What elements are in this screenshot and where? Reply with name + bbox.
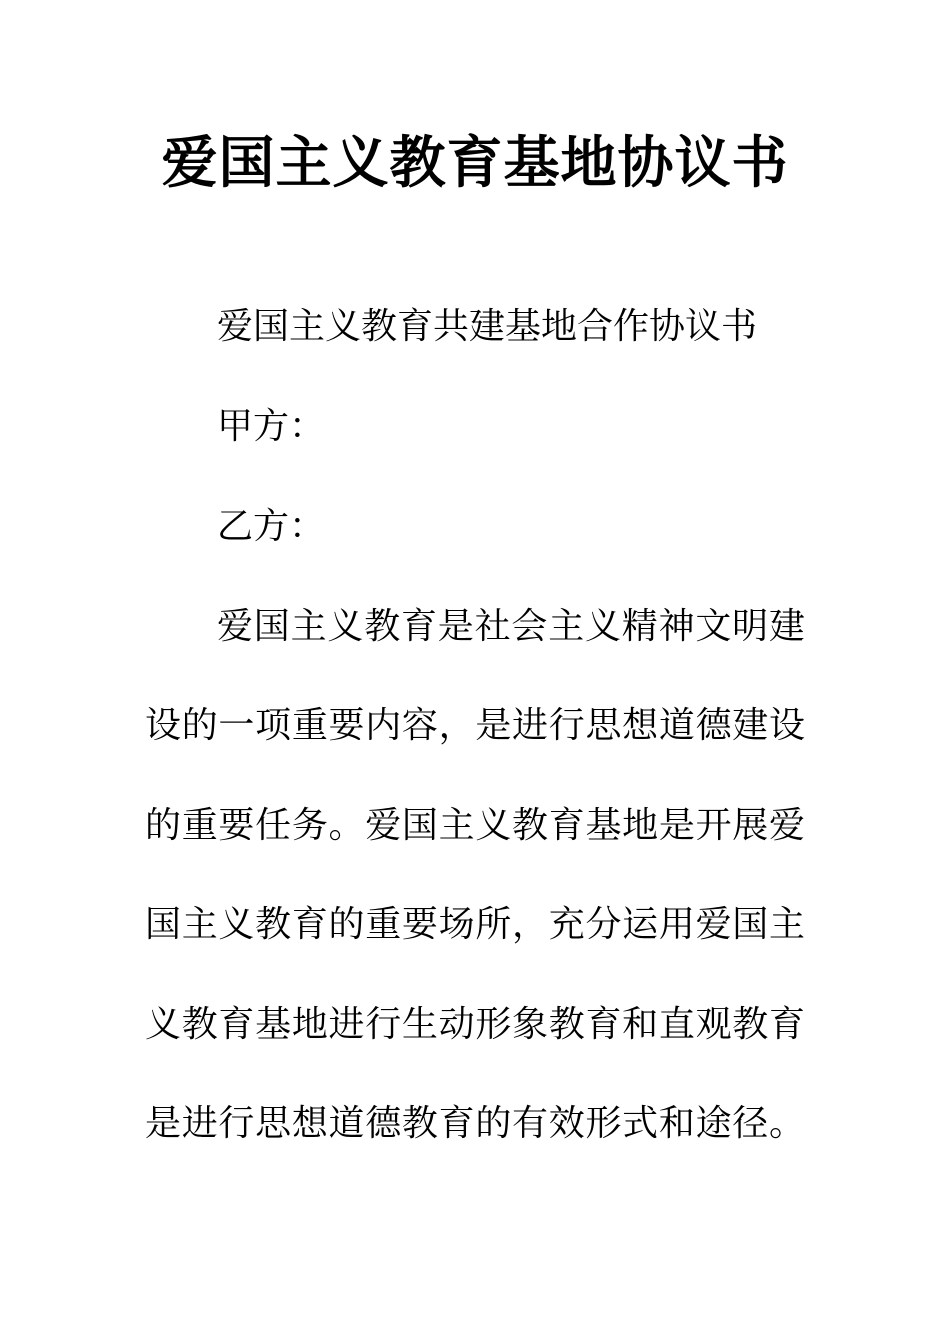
paragraph-line: 设的一项重要内容，是进行思想道德建设 (145, 705, 805, 746)
paragraph-line: 国主义教育的重要场所，充分运用爱国主 (145, 904, 805, 945)
document-subtitle: 爱国主义教育共建基地合作协议书 (217, 306, 758, 347)
document-title: 爱国主义教育基地协议书 (161, 130, 789, 196)
party-b-label: 乙方： (217, 506, 326, 547)
paragraph-line: 爱国主义教育是社会主义精神文明建 (217, 606, 805, 647)
paragraph-line: 义教育基地进行生动形象教育和直观教育 (145, 1004, 805, 1045)
paragraph-line: 的重要任务。爱国主义教育基地是开展爱 (145, 805, 805, 846)
paragraph-line: 是进行思想道德教育的有效形式和途径。 (145, 1103, 805, 1144)
party-a-label: 甲方： (217, 406, 326, 447)
